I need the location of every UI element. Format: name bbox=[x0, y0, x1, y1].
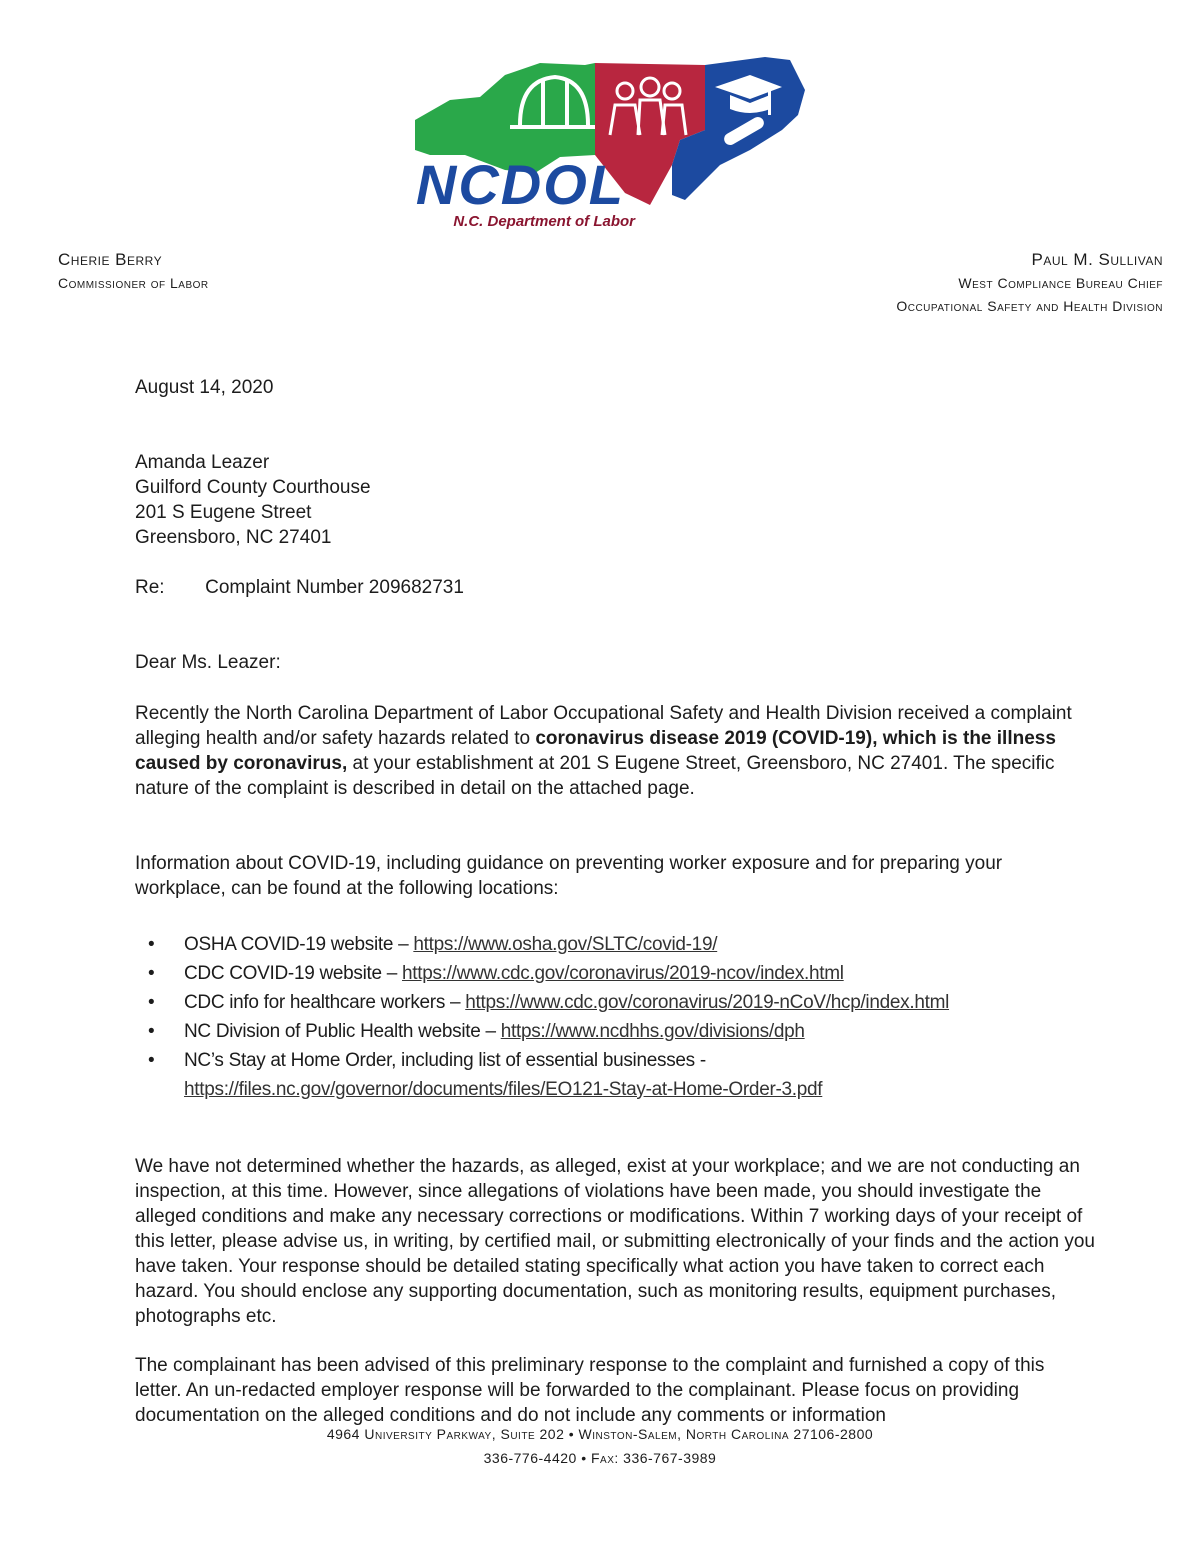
footer-address: 4964 University Parkway, Suite 202 • Winston-Salem, North Carolina 27106-2800 bbox=[326, 1426, 874, 1442]
link-label: NC’s Stay at Home Order, including list of essential businesses - bbox=[184, 1050, 706, 1071]
link-url[interactable]: https://www.osha.gov/SLTC/covid-19/ bbox=[413, 934, 718, 955]
salutation: Dear Ms. Leazer: bbox=[135, 652, 281, 673]
link-url[interactable]: https://www.cdc.gov/coronavirus/2019-nCoV/hcp/index.html bbox=[465, 992, 950, 1013]
recipient-address bbox=[135, 450, 1095, 550]
recipient-org: Guilford County Courthouse bbox=[135, 477, 371, 498]
link-url[interactable]: https://files.nc.gov/governor/documents/files/EO121-Stay-at-Home-Order-3.pdf bbox=[184, 1079, 823, 1100]
link-url[interactable]: https://www.ncdhhs.gov/divisions/dph bbox=[500, 1021, 805, 1042]
division-title: Occupational Safety and Health Division bbox=[896, 298, 1163, 314]
commissioner-title: Commissioner of Labor bbox=[58, 275, 209, 291]
link-label: CDC info for healthcare workers – bbox=[184, 992, 466, 1013]
list-item: • OSHA COVID-19 website – https://www.osha.gov/SLTC/covid-19/ bbox=[148, 934, 718, 955]
link-label: NC Division of Public Health website – bbox=[184, 1021, 501, 1042]
link-url[interactable]: https://www.cdc.gov/coronavirus/2019-ncov/index.html bbox=[402, 963, 844, 984]
ncdol-logo bbox=[410, 55, 810, 235]
recipient-city: Greensboro, NC 27401 bbox=[135, 527, 332, 548]
paragraph-complaint bbox=[135, 701, 1095, 801]
paragraph-information: Information about COVID-19, including guidance on preventing worker exposure and for preparing your workplace, can be found at the following locations: bbox=[135, 853, 1003, 899]
chief-title: West Compliance Bureau Chief bbox=[958, 275, 1163, 291]
recipient-name: Amanda Leazer bbox=[135, 452, 270, 473]
para1-bold: coronavirus disease 2019 (COVID-19), which is the illness caused by coronavirus, bbox=[135, 728, 1056, 774]
para1-post: at your establishment at 201 S Eugene Street, Greensboro, NC 27401. The specific nature of the complaint is described in detail on the attached page. bbox=[135, 753, 1055, 799]
resource-list bbox=[148, 930, 1068, 1104]
re-line bbox=[135, 575, 1095, 600]
logo-subtitle: N.C. Department of Labor bbox=[453, 213, 635, 230]
link-label: OSHA COVID-19 website – bbox=[184, 934, 414, 955]
list-item: • CDC COVID-19 website – https://www.cdc.gov/coronavirus/2019-ncov/index.html bbox=[148, 963, 844, 984]
commissioner-name: Cherie Berry bbox=[58, 250, 163, 269]
logo-wordmark: NCDOL bbox=[415, 153, 625, 216]
recipient-street: 201 S Eugene Street bbox=[135, 502, 312, 523]
re-label: Re: bbox=[135, 577, 165, 598]
re-text: Complaint Number 209682731 bbox=[205, 577, 464, 598]
paragraph-instructions: We have not determined whether the hazards, as alleged, exist at your workplace; and we are not conducting an inspection, at this time. However, since allegations of violations have been made, you should investigate the alleged conditions and make any necessary corrections or modifications. Within 7 working days of your receipt of this letter, please advise us, in writing, by certified mail, or submitting electronically of your finds and the action you have taken. Your response should be detailed stating specifically what action you have taken to correct each hazard. You should enclose any supporting documentation, such as monitoring results, equipment purchases, photographs etc. bbox=[135, 1156, 1095, 1327]
list-item: • CDC info for healthcare workers – https://www.cdc.gov/coronavirus/2019-nCoV/hcp/index.html bbox=[148, 992, 950, 1013]
link-label: CDC COVID-19 website – bbox=[184, 963, 403, 984]
paragraph-complainant: The complainant has been advised of this preliminary response to the complaint and furnished a copy of this letter. An un-redacted employer response will be forwarded to the complainant. Please focus on providing documentation on the alleged conditions and do not include any comments or information bbox=[135, 1355, 1045, 1426]
letter-date: August 14, 2020 bbox=[135, 377, 274, 398]
list-item: • NC’s Stay at Home Order, including list of essential businesses - https://files.nc.gov/governor/documents/files/EO121-Stay-at-Home-Order-3.pdf bbox=[148, 1050, 823, 1100]
para1-pre: Recently the North Carolina Department of Labor Occupational Safety and Health Division received a complaint alleging health and/or safety hazards related to bbox=[135, 703, 1072, 749]
footer-phone: 336-776-4420 • Fax: 336-767-3989 bbox=[483, 1450, 717, 1466]
chief-name: Paul M. Sullivan bbox=[1031, 250, 1163, 269]
list-item: • NC Division of Public Health website – https://www.ncdhhs.gov/divisions/dph bbox=[148, 1021, 805, 1042]
